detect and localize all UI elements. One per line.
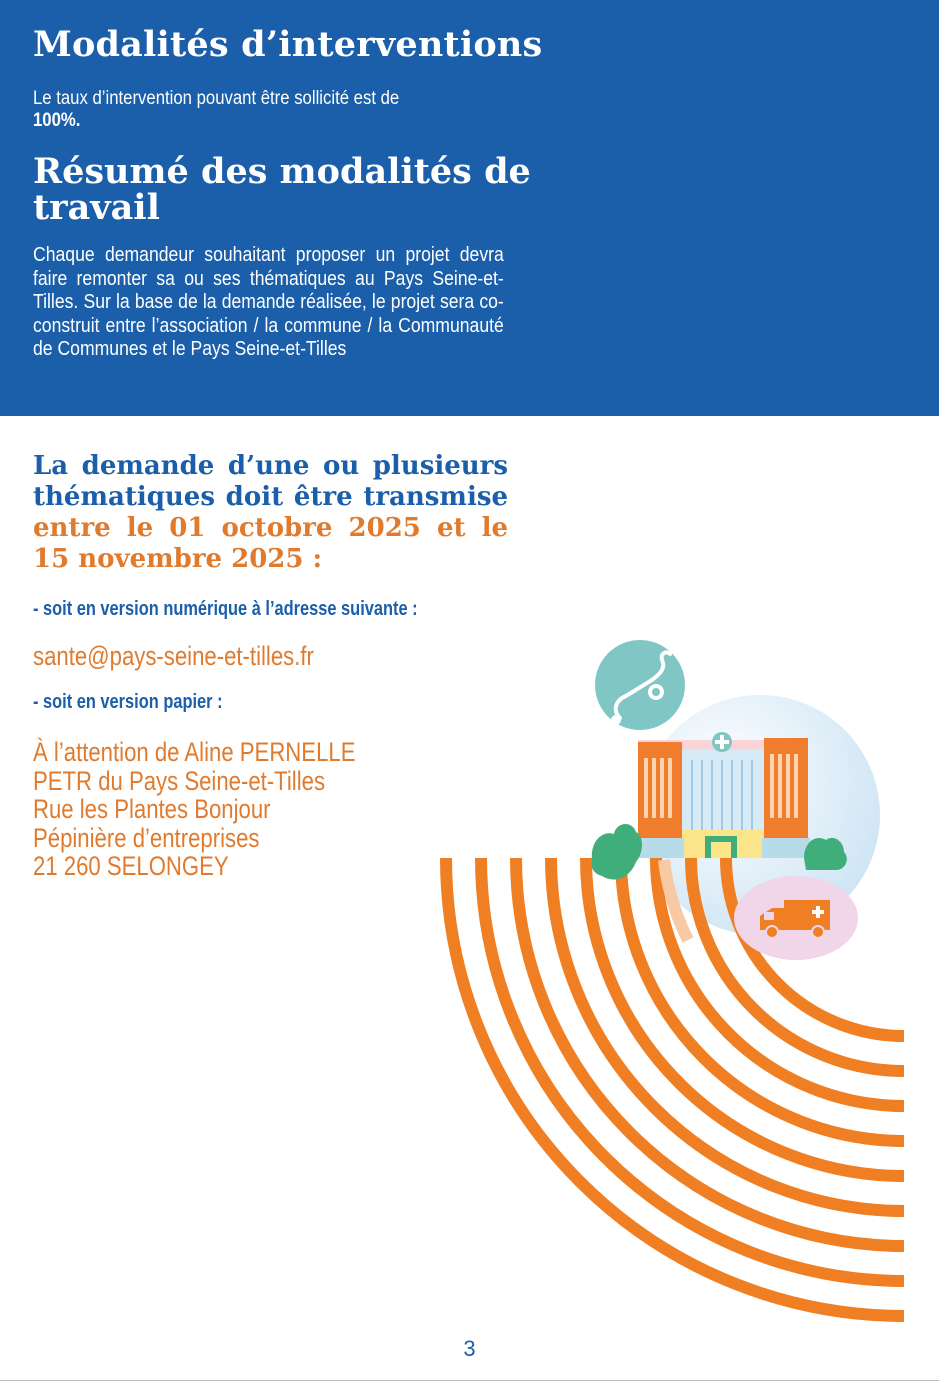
intervention-rate-label: Le taux d’intervention pouvant être sollicité est de	[33, 88, 400, 109]
section-title-summary: Résumé des modalités de travail	[33, 151, 531, 228]
address-line: PETR du Pays Seine-et-Tilles	[33, 765, 326, 796]
page-number: 3	[463, 1336, 476, 1361]
address-line: À l’attention de Aline PERNELLE	[33, 737, 356, 767]
address-line: Pépinière d’entreprises	[33, 822, 260, 853]
ambulance-icon	[734, 876, 858, 960]
contact-email-link[interactable]: sante@pays-seine-et-tilles.fr	[33, 641, 314, 671]
deadline-heading-dates: entre le 01 octobre 2025 et le 15 novembre 2025 :	[33, 513, 508, 574]
deadline-heading-intro: La demande d’une ou plusieurs thématiques doit être transmise	[33, 451, 508, 512]
section-title-interventions: Modalités d’interventions	[33, 24, 543, 65]
paper-submission-label: - soit en version papier :	[33, 691, 223, 713]
address-line: 21 260 SELONGEY	[33, 851, 229, 881]
deadline-heading	[33, 451, 508, 575]
postal-address	[33, 738, 355, 881]
header-band	[0, 0, 939, 416]
address-line: Rue les Plantes Bonjour	[33, 794, 271, 824]
intervention-rate-value: 100%.	[33, 110, 81, 131]
intervention-rate-text	[33, 88, 455, 132]
bottom-divider	[0, 1380, 939, 1381]
hospital-building	[634, 732, 810, 858]
health-illustration	[430, 630, 939, 1330]
summary-paragraph: Chaque demandeur souhaitant proposer un projet devra faire remonter sa ou ses thématiques au Pays Seine-et-Tilles. Sur la base de la demande réalisée, le projet sera co-construit entre l’association / la commune / la Communauté de Communes et le Pays Seine-et-Tilles	[33, 244, 504, 361]
stethoscope-icon	[595, 640, 685, 730]
digital-submission-label: - soit en version numérique à l’adresse suivante :	[33, 598, 418, 620]
